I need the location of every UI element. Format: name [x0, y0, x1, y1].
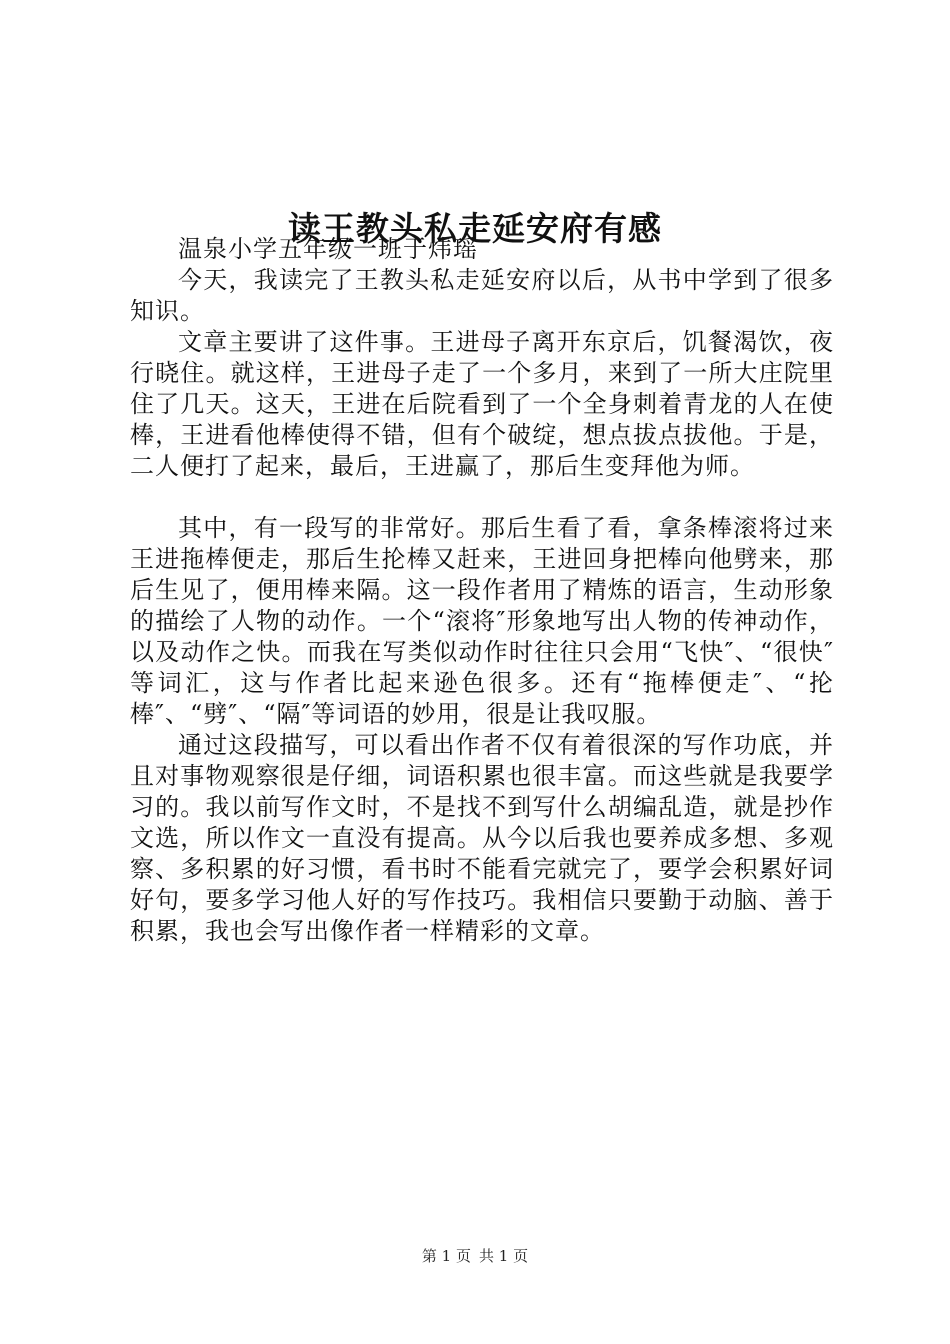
document-title: 读王教头私走延安府有感 — [288, 209, 662, 249]
total-pages: 共 1 页 — [479, 1247, 529, 1265]
page-footer — [0, 1246, 950, 1266]
page-number: 第 1 页 — [421, 1247, 471, 1265]
paragraph: 文章主要讲了这件事。王进母子离开东京后，饥餐渴饮，夜行晓住。就这样，王进母子走了一个多月，来到了一所大庄院里住了几天。这天，王进在后院看到了一个全身刺着青龙的人在使棒，王进看他棒使得不错，但有个破绽，想点拔点拔他。于是，二人便打了起来，最后，王进赢了，那后生变拜他为师。 — [130, 328, 834, 480]
paragraph: 其中，有一段写的非常好。那后生看了看，拿条棒滚将过来王进拖棒便走，那后生抡棒又赶来，王进回身把棒向他劈来，那后生见了，便用棒来隔。这一段作者用了精炼的语言，生动形象的描绘了人物的动作。一个“滚将″形象地写出人物的传神动作，以及动作之快。而我在写类似动作时往往只会用“飞快″、“很快″等词汇，这与作者比起来逊色很多。还有“拖棒便走″、“抡棒″、“劈″、“隔″等词语的妙用，很是让我叹服。 — [130, 514, 834, 728]
document-body — [130, 234, 834, 947]
paragraph: 今天，我读完了王教头私走延安府以后，从书中学到了很多知识。 — [130, 266, 834, 325]
author-line: 温泉小学五年级一班于炜瑶 — [178, 235, 478, 263]
paragraph: 通过这段描写，可以看出作者不仅有着很深的写作功底，并且对事物观察很是仔细，词语积累也很丰富。而这些就是我要学习的。我以前写作文时，不是找不到写什么胡编乱造，就是抄作文选，所以作文一直没有提高。从今以后我也要养成多想、多观察、多积累的好习惯，看书时不能看完就完了，要学会积累好词好句，要多学习他人好的写作技巧。我相信只要勤于动脑、善于积累，我也会写出像作者一样精彩的文章。 — [130, 731, 834, 945]
